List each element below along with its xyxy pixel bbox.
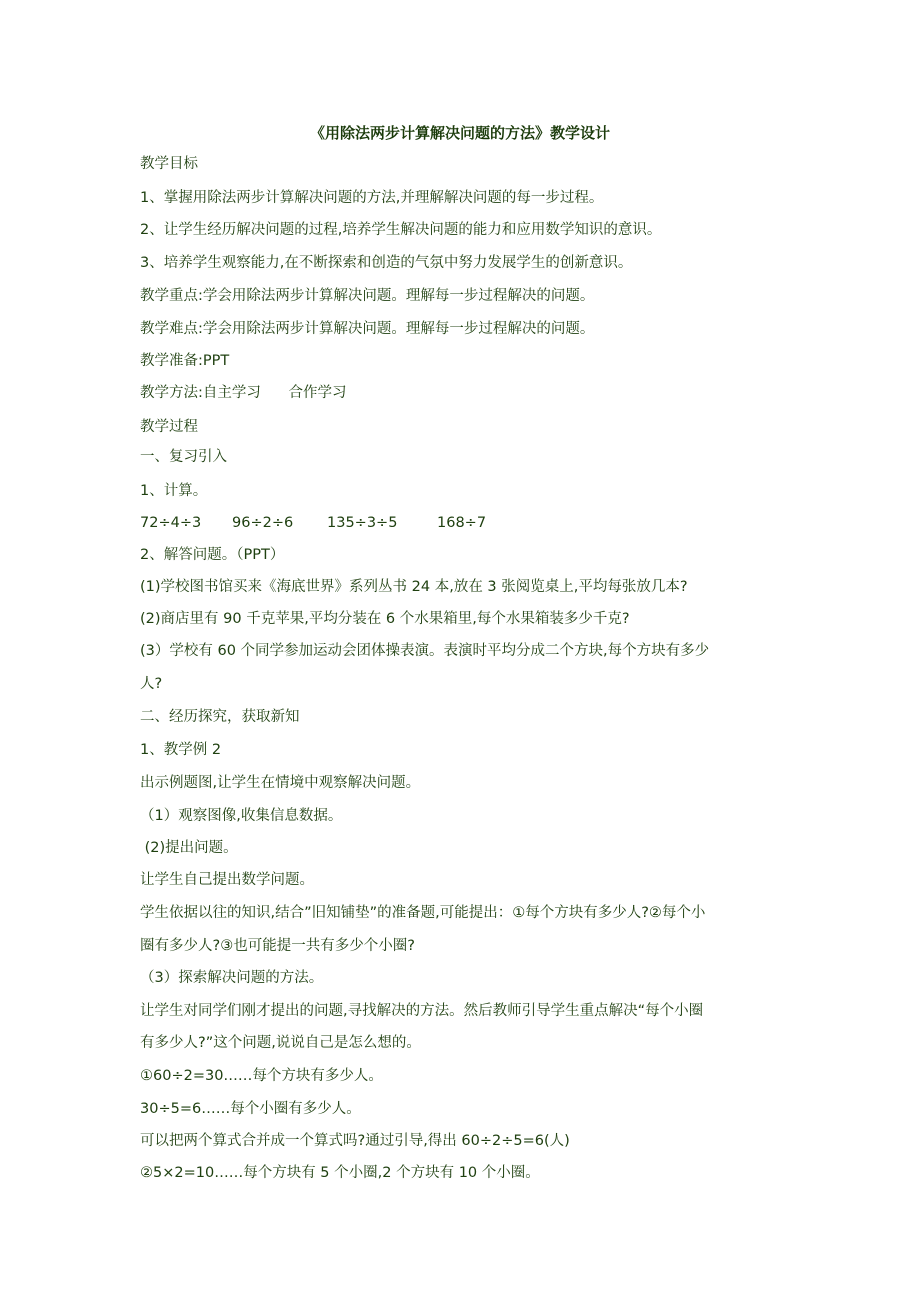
problem-2: (2)商店里有 90 千克苹果,平均分装在 6 个水果箱里,每个水果箱装多少千克? [140,611,630,627]
problem-3-cont: 人? [140,676,163,692]
paragraph: 学生依据以往的知识,结合”旧知铺垫”的准备题,可能提出：①每个方块有多少人?②每个小 [140,905,706,921]
step-2: (2)提出问题。 [140,840,238,856]
paragraph: 让学生对同学们刚才提出的问题,寻找解决的方法。然后教师引导学生重点解决“每个小圈 [140,1003,704,1019]
paragraph: 让学生自己提出数学问题。 [140,872,314,888]
equation-line: ①60÷2=30……每个方块有多少人。 [140,1068,383,1084]
teaching-method: 教学方法:自主学习 合作学习 [140,385,347,401]
difficult-point: 教学难点:学会用除法两步计算解决问题。理解每一步过程解决的问题。 [140,321,595,337]
calc-heading: 1、计算。 [140,483,208,499]
key-point: 教学重点:学会用除法两步计算解决问题。理解每一步过程解决的问题。 [140,288,595,304]
equation-line: 30÷5=6……每个小圈有多少人。 [140,1101,361,1117]
section-heading-objectives: 教学目标 [140,156,198,172]
equation-line: ②5×2=10……每个方块有 5 个小圈,2 个方块有 10 个小圈。 [140,1165,540,1181]
step-1: （1）观察图像,收集信息数据。 [140,808,343,824]
document-title: 《用除法两步计算解决问题的方法》教学设计 [309,124,610,142]
objective-1: 1、掌握用除法两步计算解决问题的方法,并理解解决问题的每一步过程。 [140,190,604,206]
part-two-heading: 二、经历探究，获取新知 [140,709,300,725]
calculation-row [140,512,486,534]
calc-item: 72÷4÷3 [140,515,202,531]
example-heading: 1、教学例 2 [140,742,222,758]
objective-2: 2、让学生经历解决问题的过程,培养学生解决问题的能力和应用数学知识的意识。 [140,222,662,238]
part-one-heading: 一、复习引入 [140,449,227,465]
problem-3: (3）学校有 60 个同学参加运动会团体操表演。表演时平均分成二个方块,每个方块有多少 [140,643,710,659]
paragraph: 圈有多少人?③也可能提一共有多少个小圈? [140,938,415,954]
paragraph: 可以把两个算式合并成一个算式吗?通过引导,得出 60÷2÷5=6(人) [140,1133,570,1149]
objective-3: 3、培养学生观察能力,在不断探索和创造的气氛中努力发展学生的创新意识。 [140,255,633,271]
problems-heading: 2、解答问题。（PPT） [140,547,285,563]
calc-item: 168÷7 [437,515,487,531]
preparation: 教学准备:PPT [140,353,230,369]
calc-item: 135÷3÷5 [327,515,398,531]
paragraph: 出示例题图,让学生在情境中观察解决问题。 [140,775,421,791]
paragraph: 有多少人?”这个问题,说说自己是怎么想的。 [140,1035,421,1051]
section-heading-process: 教学过程 [140,419,198,435]
calc-item: 96÷2÷6 [232,515,294,531]
step-3: （3）探索解决问题的方法。 [140,970,324,986]
problem-1: (1)学校图书馆买来《海底世界》系列丛书 24 本,放在 3 张阅览桌上,平均每张放几本? [140,579,688,595]
